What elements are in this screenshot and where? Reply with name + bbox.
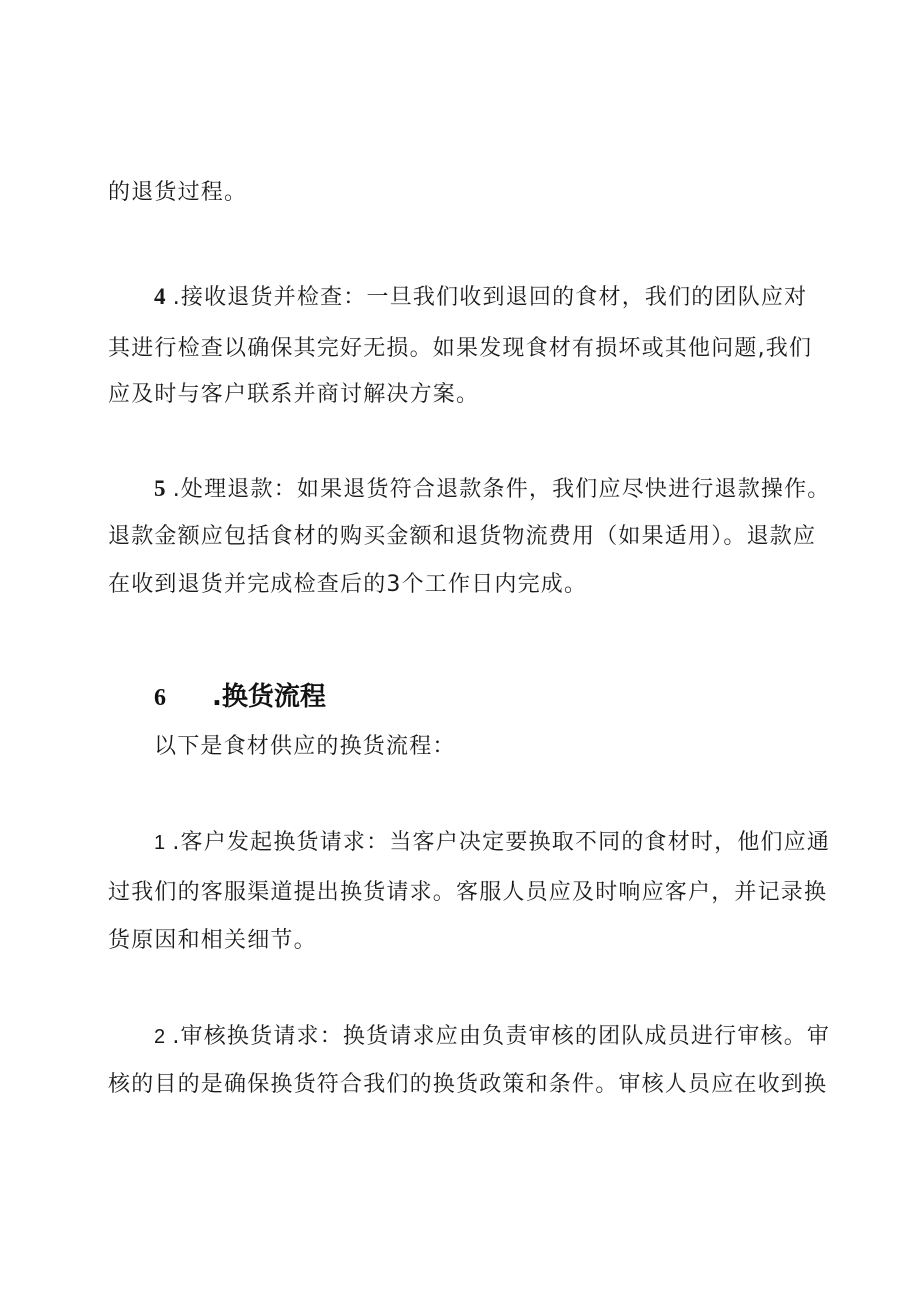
section6-number: 6 xyxy=(154,685,166,711)
section6-heading xyxy=(154,680,326,715)
exchange-step1-text-1: .客户发起换货请求：当客户决定要换取不同的食材时，他们应通 xyxy=(172,830,831,855)
step5-number: 5 xyxy=(154,476,167,501)
step4-number: 4 xyxy=(154,284,167,309)
exchange-step1-line3 xyxy=(108,926,824,956)
step4-line1 xyxy=(154,282,824,313)
exchange-step1-line1 xyxy=(154,828,831,858)
exchange-step1-line2 xyxy=(108,878,828,908)
exchange-step1-text-3: 货原因和相关细节。 xyxy=(108,928,317,953)
step5-text-2: 退款金额应包括食材的购买金额和退货物流费用（如果适用）。退款应 xyxy=(108,524,817,549)
exchange-step1-number: 1 xyxy=(154,832,167,854)
step5-line1 xyxy=(154,474,831,505)
step5-line2 xyxy=(108,522,824,552)
carryover-text: 的退货过程。 xyxy=(108,180,248,205)
exchange-step2-number: 2 xyxy=(154,1026,167,1048)
carryover-line xyxy=(108,178,824,208)
section6-title: .换货流程 xyxy=(212,682,326,712)
exchange-step1-text-2: 过我们的客服渠道提出换货请求。客服人员应及时响应客户，并记录换 xyxy=(108,880,828,905)
step4-line3 xyxy=(108,380,824,410)
exchange-step2-line1 xyxy=(154,1022,831,1052)
section6-intro-line xyxy=(154,732,824,762)
step4-text-3: 应及时与客户联系并商讨解决方案。 xyxy=(108,382,480,407)
exchange-step2-text-2: 核的目的是确保换货符合我们的换货政策和条件。审核人员应在收到换 xyxy=(108,1072,828,1097)
step4-line2 xyxy=(108,334,824,364)
step5-text-3: 在收到退货并完成检查后的3个工作日内完成。 xyxy=(108,572,588,597)
exchange-step2-line2 xyxy=(108,1070,828,1100)
exchange-step2-text-1: .审核换货请求：换货请求应由负责审核的团队成员进行审核。审 xyxy=(172,1024,831,1049)
step4-text-1: .接收退货并检查：一旦我们收到退回的食材，我们的团队应对 xyxy=(172,285,808,310)
section6-intro: 以下是食材供应的换货流程： xyxy=(154,734,456,759)
step5-text-1: .处理退款：如果退货符合退款条件，我们应尽快进行退款操作。 xyxy=(172,477,831,502)
step5-line3 xyxy=(108,570,824,600)
step4-text-2: 其进行检查以确保其完好无损。如果发现食材有损坏或其他问题,我们 xyxy=(108,336,813,361)
